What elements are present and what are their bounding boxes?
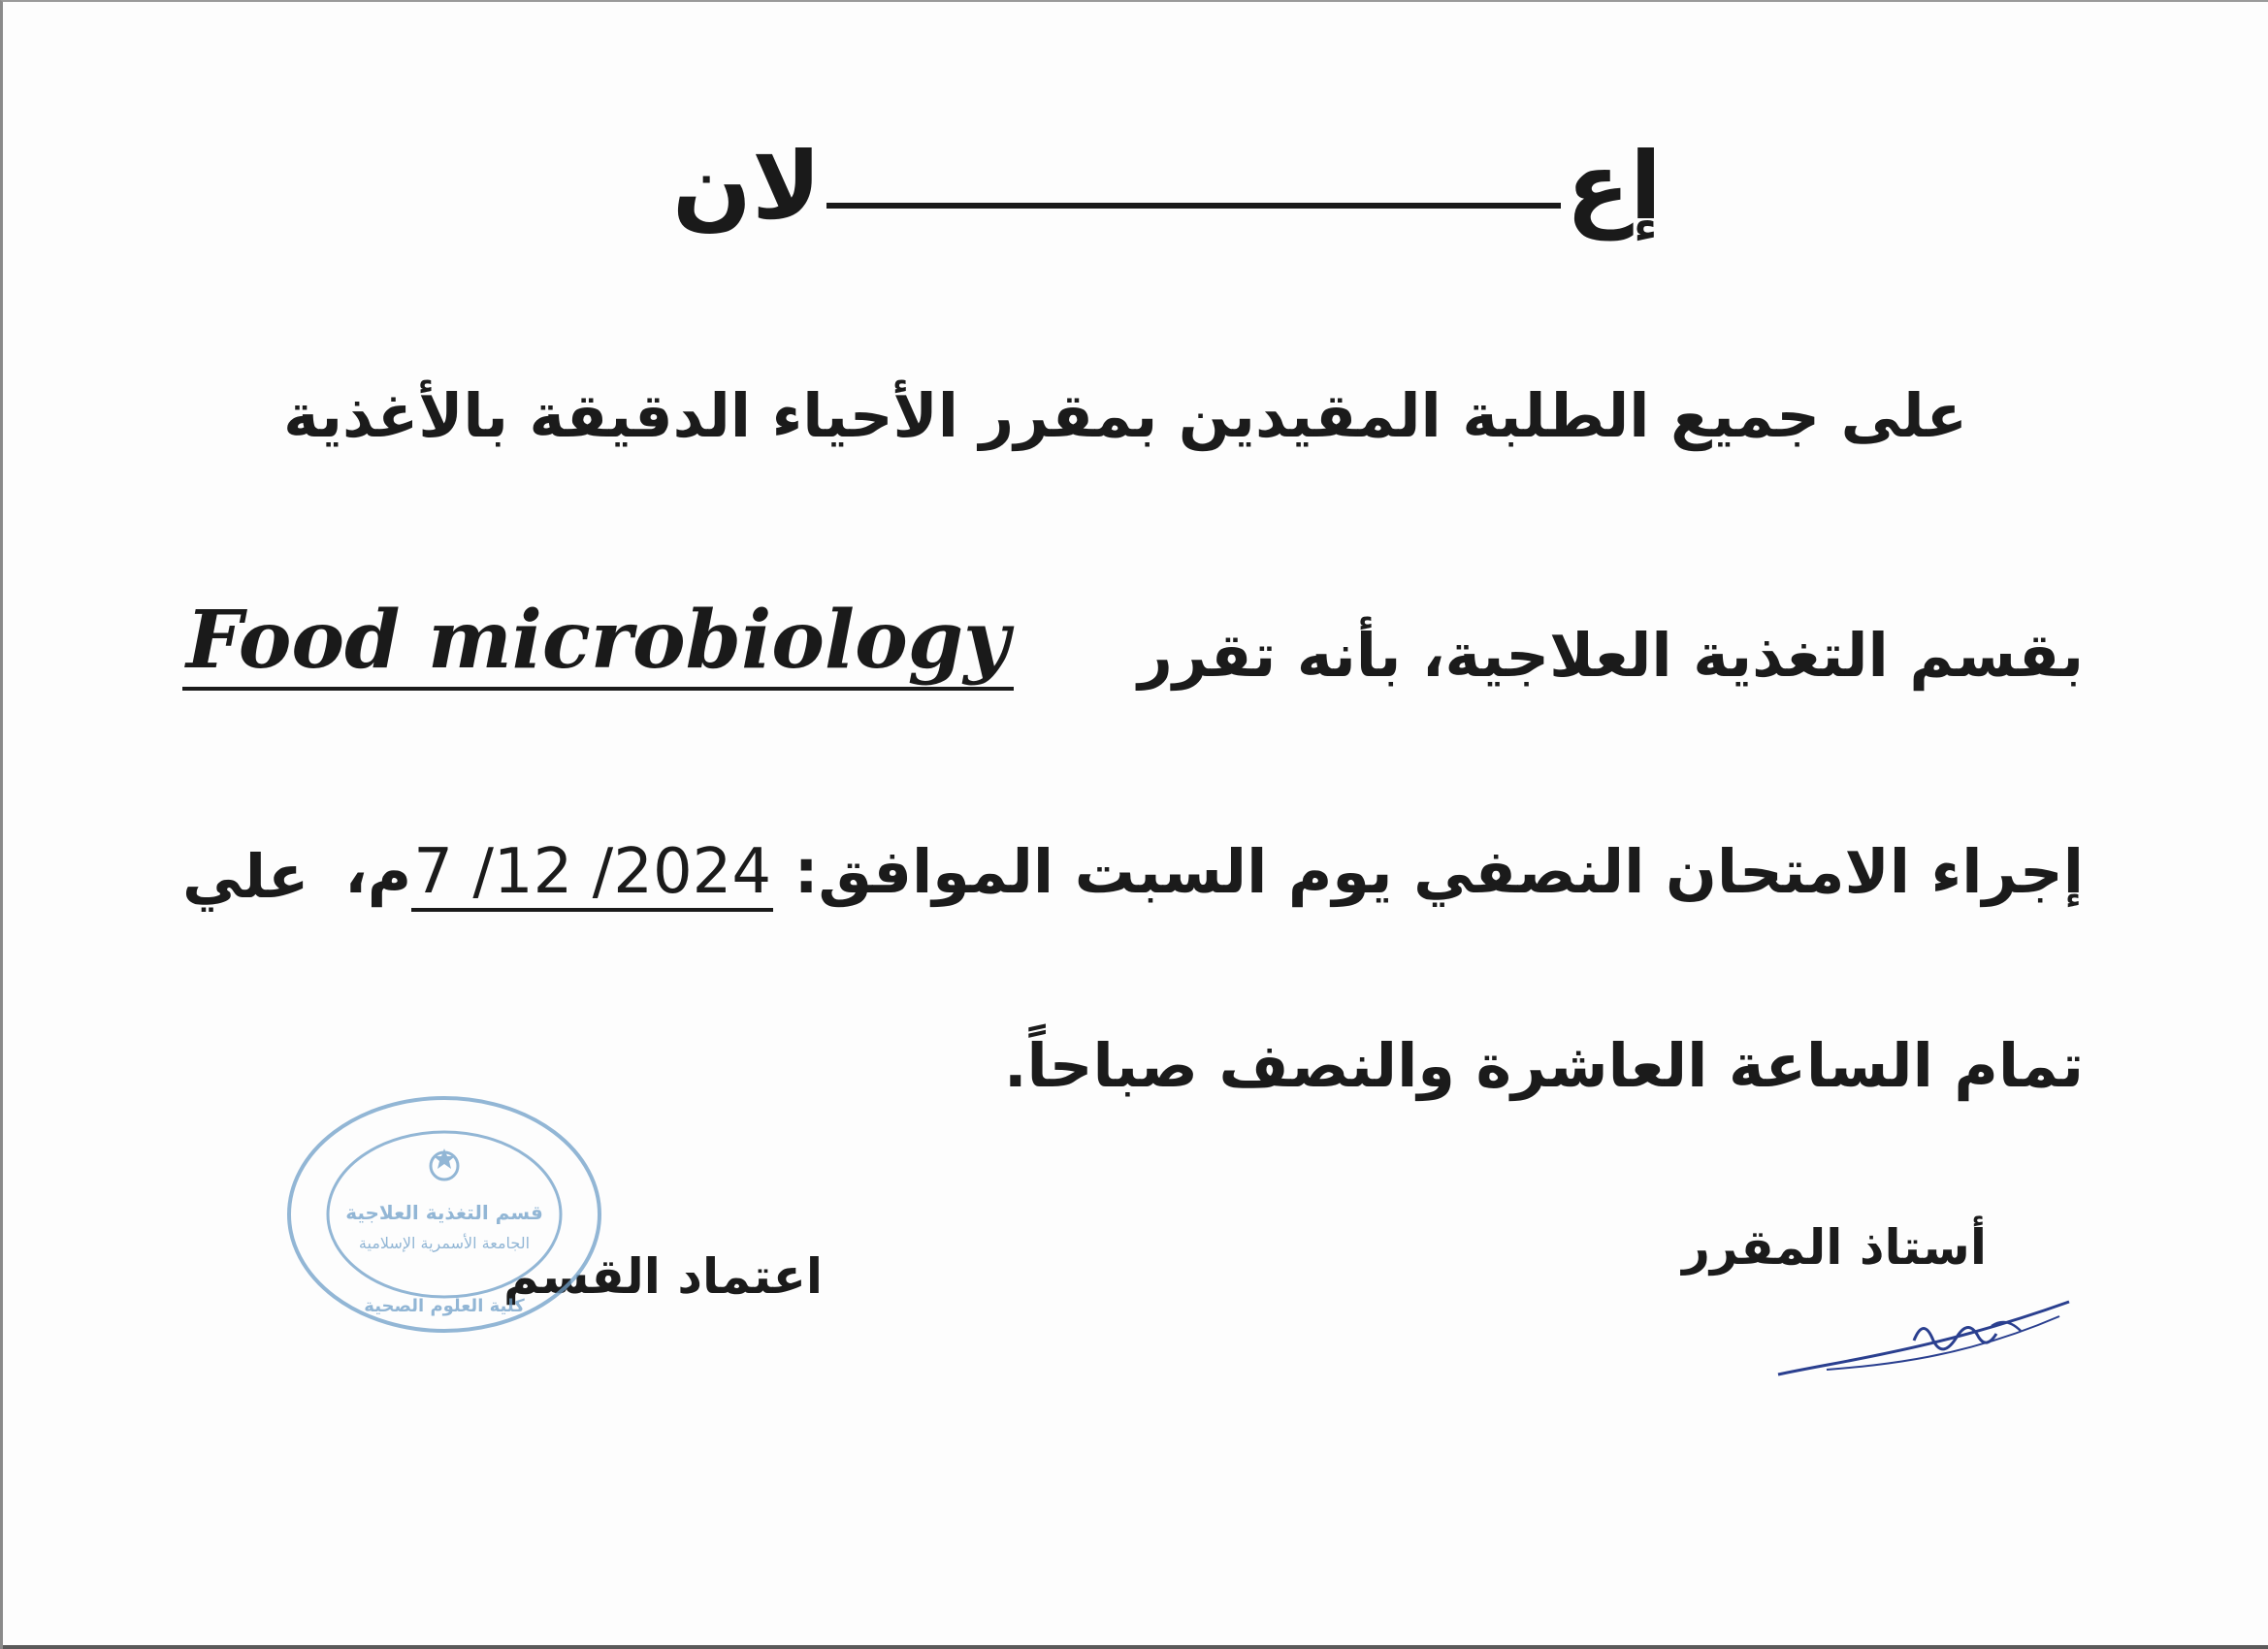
department-approval-label: اعتماد القسم xyxy=(502,1248,823,1305)
title-tatweel xyxy=(826,203,1560,209)
stamp-text-top: الجامعة الأسمرية الإسلامية xyxy=(358,1234,531,1252)
date-suffix: م، xyxy=(344,836,412,907)
scan-edge xyxy=(3,1645,2268,1649)
line-2-end-word: تقرر xyxy=(1138,620,1277,691)
title-part-end: لان xyxy=(672,132,822,241)
body-line-2 xyxy=(182,594,2084,691)
stamp-text-center: قسم التغذية العلاجية xyxy=(345,1201,543,1224)
department-stamp xyxy=(279,1088,609,1341)
department-text: بقسم التغذية العلاجية، بأنه xyxy=(1296,620,2084,691)
announcement-title xyxy=(672,118,1662,254)
exam-date: 7 /12 /2024 xyxy=(411,836,773,912)
title-part-start: إع xyxy=(1566,132,1662,241)
body-line-4: تمام الساعة العاشرة والنصف صباحاً. xyxy=(1003,1030,2084,1101)
course-name-en: Food microbiology xyxy=(182,594,1014,691)
instructor-signature xyxy=(1768,1282,2079,1389)
instructor-label: أستاذ المقرر xyxy=(1682,1219,1987,1276)
body-line-1: على جميع الطلبة المقيدين بمقرر الأحياء الدقيقة بالأغذية xyxy=(283,380,1967,451)
body-line-2-text xyxy=(1138,620,2084,691)
stamp-text-bottom: كلية العلوم الصحية xyxy=(364,1296,525,1316)
line-3-end-word: علي xyxy=(182,841,309,912)
exam-text xyxy=(344,836,2084,912)
exam-text-start: إجراء الامتحان النصفي يوم السبت الموافق: xyxy=(794,836,2084,907)
body-line-3 xyxy=(182,836,2084,912)
